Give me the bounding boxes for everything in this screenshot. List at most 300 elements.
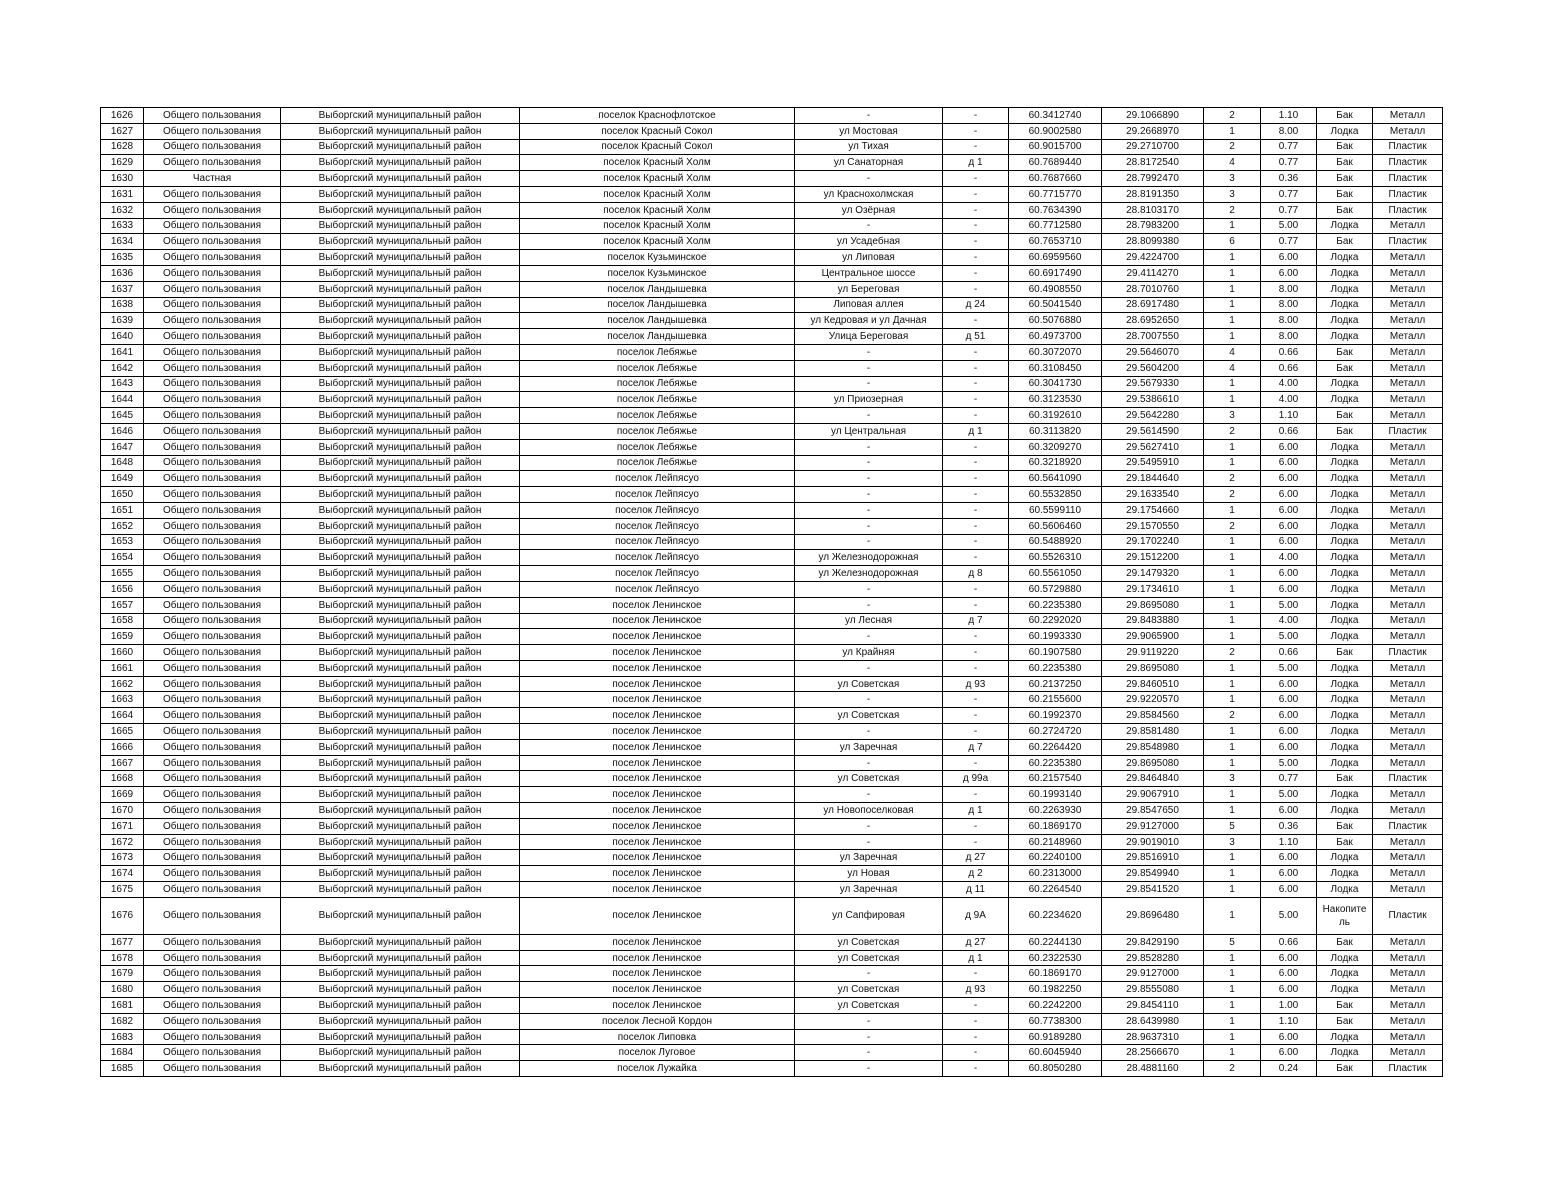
cell-volume: 6.00 xyxy=(1261,502,1317,518)
cell-house: д 27 xyxy=(943,850,1009,866)
cell-district: Выборгский муниципальный район xyxy=(281,1061,520,1077)
cell-volume: 6.00 xyxy=(1261,724,1317,740)
cell-district: Выборгский муниципальный район xyxy=(281,771,520,787)
cell-latitude: 60.7634390 xyxy=(1009,202,1102,218)
cell-row-number: 1635 xyxy=(101,250,144,266)
table-row xyxy=(101,645,1443,661)
cell-container-count: 1 xyxy=(1204,966,1261,982)
cell-container-count: 1 xyxy=(1204,439,1261,455)
cell-material: Металл xyxy=(1373,471,1443,487)
cell-container-count: 4 xyxy=(1204,360,1261,376)
cell-row-number: 1685 xyxy=(101,1061,144,1077)
cell-ownership-type: Общего пользования xyxy=(144,297,281,313)
cell-ownership-type: Общего пользования xyxy=(144,123,281,139)
cell-settlement: поселок Ленинское xyxy=(520,597,795,613)
cell-house: д 1 xyxy=(943,423,1009,439)
cell-house: д 7 xyxy=(943,613,1009,629)
cell-row-number: 1669 xyxy=(101,787,144,803)
cell-house: д 1 xyxy=(943,155,1009,171)
cell-container-count: 1 xyxy=(1204,676,1261,692)
cell-ownership-type: Общего пользования xyxy=(144,950,281,966)
cell-ownership-type: Общего пользования xyxy=(144,724,281,740)
cell-row-number: 1664 xyxy=(101,708,144,724)
cell-container-count: 4 xyxy=(1204,155,1261,171)
cell-container-count: 1 xyxy=(1204,313,1261,329)
cell-row-number: 1630 xyxy=(101,171,144,187)
cell-container-type: Лодка xyxy=(1317,265,1373,281)
cell-material: Металл xyxy=(1373,966,1443,982)
table-row xyxy=(101,613,1443,629)
cell-house: - xyxy=(943,408,1009,424)
table-row xyxy=(101,966,1443,982)
cell-material: Металл xyxy=(1373,534,1443,550)
cell-settlement: поселок Ленинское xyxy=(520,613,795,629)
cell-street: ул Новая xyxy=(795,866,943,882)
cell-material: Металл xyxy=(1373,982,1443,998)
cell-street: - xyxy=(795,360,943,376)
cell-container-type: Бак xyxy=(1317,202,1373,218)
cell-volume: 6.00 xyxy=(1261,708,1317,724)
cell-volume: 6.00 xyxy=(1261,265,1317,281)
cell-container-count: 3 xyxy=(1204,186,1261,202)
cell-row-number: 1674 xyxy=(101,866,144,882)
cell-latitude: 60.9189280 xyxy=(1009,1029,1102,1045)
cell-settlement: поселок Ленинское xyxy=(520,803,795,819)
cell-settlement: поселок Лейпясуо xyxy=(520,566,795,582)
cell-settlement: поселок Ленинское xyxy=(520,629,795,645)
cell-latitude: 60.2264540 xyxy=(1009,882,1102,898)
cell-settlement: поселок Лейпясуо xyxy=(520,471,795,487)
cell-latitude: 60.5599110 xyxy=(1009,502,1102,518)
cell-house: - xyxy=(943,1013,1009,1029)
cell-house: - xyxy=(943,966,1009,982)
cell-material: Пластик xyxy=(1373,645,1443,661)
cell-container-count: 2 xyxy=(1204,518,1261,534)
cell-container-count: 4 xyxy=(1204,344,1261,360)
cell-house: д 93 xyxy=(943,982,1009,998)
cell-street: ул Советская xyxy=(795,950,943,966)
cell-container-count: 2 xyxy=(1204,108,1261,124)
cell-volume: 6.00 xyxy=(1261,803,1317,819)
cell-container-type: Бак xyxy=(1317,108,1373,124)
cell-ownership-type: Общего пользования xyxy=(144,581,281,597)
cell-row-number: 1628 xyxy=(101,139,144,155)
cell-container-count: 1 xyxy=(1204,724,1261,740)
cell-district: Выборгский муниципальный район xyxy=(281,1013,520,1029)
cell-latitude: 60.2235380 xyxy=(1009,597,1102,613)
table-row xyxy=(101,834,1443,850)
cell-district: Выборгский муниципальный район xyxy=(281,360,520,376)
cell-row-number: 1679 xyxy=(101,966,144,982)
cell-district: Выборгский муниципальный район xyxy=(281,566,520,582)
cell-ownership-type: Общего пользования xyxy=(144,692,281,708)
cell-street: - xyxy=(795,1045,943,1061)
cell-container-type: Лодка xyxy=(1317,597,1373,613)
cell-house: - xyxy=(943,392,1009,408)
cell-street: ул Советская xyxy=(795,708,943,724)
cell-row-number: 1629 xyxy=(101,155,144,171)
cell-longitude: 29.1734610 xyxy=(1102,581,1204,597)
cell-settlement: поселок Луговое xyxy=(520,1045,795,1061)
cell-latitude: 60.1869170 xyxy=(1009,818,1102,834)
cell-material: Металл xyxy=(1373,597,1443,613)
cell-material: Металл xyxy=(1373,1013,1443,1029)
cell-volume: 0.66 xyxy=(1261,360,1317,376)
cell-container-count: 2 xyxy=(1204,202,1261,218)
cell-material: Металл xyxy=(1373,613,1443,629)
cell-street: ул Советская xyxy=(795,934,943,950)
cell-material: Металл xyxy=(1373,392,1443,408)
table-row xyxy=(101,281,1443,297)
cell-material: Пластик xyxy=(1373,818,1443,834)
cell-settlement: поселок Лебяжье xyxy=(520,392,795,408)
table-row xyxy=(101,629,1443,645)
cell-longitude: 28.7007550 xyxy=(1102,329,1204,345)
cell-street: - xyxy=(795,1013,943,1029)
cell-row-number: 1676 xyxy=(101,897,144,934)
cell-district: Выборгский муниципальный район xyxy=(281,1045,520,1061)
cell-material: Металл xyxy=(1373,724,1443,740)
cell-container-type: Бак xyxy=(1317,234,1373,250)
cell-house: д 7 xyxy=(943,739,1009,755)
cell-house: д 93 xyxy=(943,676,1009,692)
cell-district: Выборгский муниципальный район xyxy=(281,202,520,218)
cell-longitude: 29.1702240 xyxy=(1102,534,1204,550)
cell-material: Металл xyxy=(1373,408,1443,424)
cell-latitude: 60.1982250 xyxy=(1009,982,1102,998)
cell-district: Выборгский муниципальный район xyxy=(281,882,520,898)
cell-district: Выборгский муниципальный район xyxy=(281,834,520,850)
cell-row-number: 1661 xyxy=(101,660,144,676)
cell-longitude: 29.9220570 xyxy=(1102,692,1204,708)
cell-house: д 9А xyxy=(943,897,1009,934)
cell-container-type: Лодка xyxy=(1317,629,1373,645)
cell-volume: 5.00 xyxy=(1261,597,1317,613)
cell-settlement: поселок Кузьминское xyxy=(520,250,795,266)
cell-settlement: поселок Лесной Кордон xyxy=(520,1013,795,1029)
cell-house: - xyxy=(943,787,1009,803)
cell-settlement: поселок Ленинское xyxy=(520,739,795,755)
cell-volume: 5.00 xyxy=(1261,629,1317,645)
cell-volume: 4.00 xyxy=(1261,550,1317,566)
cell-container-type: Лодка xyxy=(1317,250,1373,266)
cell-latitude: 60.2724720 xyxy=(1009,724,1102,740)
cell-latitude: 60.2235380 xyxy=(1009,755,1102,771)
table-row xyxy=(101,297,1443,313)
cell-container-count: 1 xyxy=(1204,297,1261,313)
cell-street: ул Заречная xyxy=(795,850,943,866)
cell-street: ул Новопоселковая xyxy=(795,803,943,819)
cell-latitude: 60.1993330 xyxy=(1009,629,1102,645)
cell-street: - xyxy=(795,755,943,771)
cell-longitude: 29.4224700 xyxy=(1102,250,1204,266)
cell-district: Выборгский муниципальный район xyxy=(281,487,520,503)
cell-longitude: 29.1844640 xyxy=(1102,471,1204,487)
cell-container-type: Бак xyxy=(1317,771,1373,787)
cell-material: Металл xyxy=(1373,265,1443,281)
table-body xyxy=(101,108,1443,1077)
cell-material: Пластик xyxy=(1373,186,1443,202)
cell-volume: 6.00 xyxy=(1261,1029,1317,1045)
cell-longitude: 29.5495910 xyxy=(1102,455,1204,471)
cell-material: Металл xyxy=(1373,455,1443,471)
cell-container-count: 1 xyxy=(1204,1029,1261,1045)
cell-settlement: поселок Лейпясуо xyxy=(520,518,795,534)
cell-ownership-type: Общего пользования xyxy=(144,313,281,329)
cell-container-count: 1 xyxy=(1204,692,1261,708)
cell-street: - xyxy=(795,487,943,503)
cell-settlement: поселок Ландышевка xyxy=(520,329,795,345)
cell-ownership-type: Общего пользования xyxy=(144,787,281,803)
cell-house: д 1 xyxy=(943,803,1009,819)
cell-house: - xyxy=(943,1029,1009,1045)
cell-container-type: Лодка xyxy=(1317,755,1373,771)
cell-container-type: Лодка xyxy=(1317,966,1373,982)
cell-volume: 4.00 xyxy=(1261,392,1317,408)
cell-latitude: 60.5606460 xyxy=(1009,518,1102,534)
cell-district: Выборгский муниципальный район xyxy=(281,218,520,234)
cell-ownership-type: Общего пользования xyxy=(144,645,281,661)
cell-container-count: 1 xyxy=(1204,1045,1261,1061)
cell-ownership-type: Общего пользования xyxy=(144,281,281,297)
cell-district: Выборгский муниципальный район xyxy=(281,297,520,313)
cell-street: - xyxy=(795,408,943,424)
cell-row-number: 1640 xyxy=(101,329,144,345)
cell-container-count: 2 xyxy=(1204,139,1261,155)
cell-settlement: поселок Ленинское xyxy=(520,866,795,882)
cell-container-count: 2 xyxy=(1204,645,1261,661)
cell-longitude: 28.8191350 xyxy=(1102,186,1204,202)
cell-row-number: 1660 xyxy=(101,645,144,661)
cell-row-number: 1647 xyxy=(101,439,144,455)
cell-ownership-type: Общего пользования xyxy=(144,834,281,850)
cell-longitude: 29.9127000 xyxy=(1102,818,1204,834)
cell-material: Металл xyxy=(1373,297,1443,313)
cell-settlement: поселок Ленинское xyxy=(520,818,795,834)
cell-longitude: 28.7992470 xyxy=(1102,171,1204,187)
table-row xyxy=(101,550,1443,566)
cell-volume: 5.00 xyxy=(1261,787,1317,803)
cell-ownership-type: Общего пользования xyxy=(144,982,281,998)
cell-street: - xyxy=(795,108,943,124)
cell-settlement: поселок Ландышевка xyxy=(520,313,795,329)
cell-container-type: Лодка xyxy=(1317,882,1373,898)
cell-ownership-type: Общего пользования xyxy=(144,534,281,550)
cell-longitude: 29.1479320 xyxy=(1102,566,1204,582)
cell-district: Выборгский муниципальный район xyxy=(281,423,520,439)
cell-longitude: 29.8541520 xyxy=(1102,882,1204,898)
cell-latitude: 60.2264420 xyxy=(1009,739,1102,755)
table-row xyxy=(101,139,1443,155)
cell-settlement: поселок Ленинское xyxy=(520,982,795,998)
cell-district: Выборгский муниципальный район xyxy=(281,1029,520,1045)
cell-house: - xyxy=(943,708,1009,724)
cell-settlement: поселок Ленинское xyxy=(520,708,795,724)
cell-ownership-type: Общего пользования xyxy=(144,423,281,439)
cell-row-number: 1665 xyxy=(101,724,144,740)
cell-material: Металл xyxy=(1373,376,1443,392)
cell-volume: 4.00 xyxy=(1261,376,1317,392)
cell-volume: 0.66 xyxy=(1261,344,1317,360)
table-row xyxy=(101,692,1443,708)
cell-volume: 0.36 xyxy=(1261,818,1317,834)
cell-row-number: 1634 xyxy=(101,234,144,250)
cell-ownership-type: Общего пользования xyxy=(144,1045,281,1061)
cell-latitude: 60.5488920 xyxy=(1009,534,1102,550)
cell-ownership-type: Общего пользования xyxy=(144,392,281,408)
table-row xyxy=(101,1013,1443,1029)
table-row xyxy=(101,660,1443,676)
cell-container-type: Лодка xyxy=(1317,1045,1373,1061)
cell-ownership-type: Общего пользования xyxy=(144,708,281,724)
cell-volume: 8.00 xyxy=(1261,281,1317,297)
cell-material: Металл xyxy=(1373,629,1443,645)
cell-container-count: 1 xyxy=(1204,613,1261,629)
cell-material: Пластик xyxy=(1373,423,1443,439)
cell-volume: 0.77 xyxy=(1261,186,1317,202)
cell-material: Пластик xyxy=(1373,171,1443,187)
cell-settlement: поселок Ленинское xyxy=(520,724,795,740)
cell-street: ул Озёрная xyxy=(795,202,943,218)
cell-volume: 0.66 xyxy=(1261,645,1317,661)
cell-house: - xyxy=(943,344,1009,360)
cell-house: д 1 xyxy=(943,950,1009,966)
cell-material: Пластик xyxy=(1373,234,1443,250)
cell-container-type: Бак xyxy=(1317,139,1373,155)
cell-material: Металл xyxy=(1373,934,1443,950)
cell-ownership-type: Общего пользования xyxy=(144,455,281,471)
cell-container-type: Лодка xyxy=(1317,1029,1373,1045)
cell-container-count: 6 xyxy=(1204,234,1261,250)
cell-material: Металл xyxy=(1373,998,1443,1014)
cell-district: Выборгский муниципальный район xyxy=(281,502,520,518)
cell-container-type: Лодка xyxy=(1317,281,1373,297)
cell-container-type: Лодка xyxy=(1317,218,1373,234)
cell-longitude: 29.8547650 xyxy=(1102,803,1204,819)
cell-ownership-type: Общего пользования xyxy=(144,502,281,518)
cell-container-type: Лодка xyxy=(1317,982,1373,998)
cell-longitude: 28.6439980 xyxy=(1102,1013,1204,1029)
cell-district: Выборгский муниципальный район xyxy=(281,645,520,661)
cell-district: Выборгский муниципальный район xyxy=(281,966,520,982)
cell-row-number: 1637 xyxy=(101,281,144,297)
cell-container-type: Бак xyxy=(1317,645,1373,661)
cell-house: д 27 xyxy=(943,934,1009,950)
cell-latitude: 60.1869170 xyxy=(1009,966,1102,982)
cell-longitude: 29.8696480 xyxy=(1102,897,1204,934)
cell-longitude: 29.2668970 xyxy=(1102,123,1204,139)
cell-container-count: 2 xyxy=(1204,487,1261,503)
cell-settlement: поселок Красный Холм xyxy=(520,155,795,171)
cell-container-count: 1 xyxy=(1204,502,1261,518)
cell-container-count: 3 xyxy=(1204,408,1261,424)
cell-material: Металл xyxy=(1373,581,1443,597)
cell-material: Металл xyxy=(1373,566,1443,582)
cell-ownership-type: Общего пользования xyxy=(144,265,281,281)
table-row xyxy=(101,408,1443,424)
cell-settlement: поселок Лейпясуо xyxy=(520,581,795,597)
cell-district: Выборгский муниципальный район xyxy=(281,518,520,534)
cell-ownership-type: Общего пользования xyxy=(144,360,281,376)
cell-material: Металл xyxy=(1373,360,1443,376)
cell-house: - xyxy=(943,455,1009,471)
cell-settlement: поселок Лебяжье xyxy=(520,423,795,439)
cell-latitude: 60.4973700 xyxy=(1009,329,1102,345)
cell-district: Выборгский муниципальный район xyxy=(281,392,520,408)
cell-district: Выборгский муниципальный район xyxy=(281,629,520,645)
cell-settlement: поселок Ленинское xyxy=(520,966,795,982)
cell-latitude: 60.2235380 xyxy=(1009,660,1102,676)
cell-district: Выборгский муниципальный район xyxy=(281,660,520,676)
cell-street: ул Санаторная xyxy=(795,155,943,171)
cell-container-type: Лодка xyxy=(1317,455,1373,471)
cell-settlement: поселок Краснофлотское xyxy=(520,108,795,124)
cell-district: Выборгский муниципальный район xyxy=(281,534,520,550)
cell-ownership-type: Общего пользования xyxy=(144,439,281,455)
cell-longitude: 28.8103170 xyxy=(1102,202,1204,218)
cell-district: Выборгский муниципальный район xyxy=(281,234,520,250)
cell-ownership-type: Общего пользования xyxy=(144,771,281,787)
cell-settlement: поселок Ландышевка xyxy=(520,281,795,297)
cell-material: Металл xyxy=(1373,676,1443,692)
cell-row-number: 1653 xyxy=(101,534,144,550)
cell-material: Пластик xyxy=(1373,897,1443,934)
cell-house: д 2 xyxy=(943,866,1009,882)
cell-latitude: 60.2155600 xyxy=(1009,692,1102,708)
cell-house: д 11 xyxy=(943,882,1009,898)
cell-settlement: поселок Ленинское xyxy=(520,897,795,934)
cell-longitude: 29.8695080 xyxy=(1102,755,1204,771)
cell-row-number: 1673 xyxy=(101,850,144,866)
cell-volume: 1.10 xyxy=(1261,108,1317,124)
cell-latitude: 60.8050280 xyxy=(1009,1061,1102,1077)
cell-longitude: 29.9127000 xyxy=(1102,966,1204,982)
cell-ownership-type: Общего пользования xyxy=(144,1029,281,1045)
cell-latitude: 60.3072070 xyxy=(1009,344,1102,360)
cell-latitude: 60.3108450 xyxy=(1009,360,1102,376)
cell-ownership-type: Общего пользования xyxy=(144,376,281,392)
table-row xyxy=(101,171,1443,187)
cell-row-number: 1648 xyxy=(101,455,144,471)
cell-street: - xyxy=(795,502,943,518)
cell-material: Металл xyxy=(1373,660,1443,676)
table-row xyxy=(101,755,1443,771)
table-row xyxy=(101,265,1443,281)
cell-house: - xyxy=(943,265,1009,281)
cell-longitude: 29.5604200 xyxy=(1102,360,1204,376)
cell-ownership-type: Общего пользования xyxy=(144,818,281,834)
cell-district: Выборгский муниципальный район xyxy=(281,982,520,998)
cell-street: - xyxy=(795,439,943,455)
cell-container-count: 1 xyxy=(1204,850,1261,866)
cell-container-type: Лодка xyxy=(1317,787,1373,803)
cell-settlement: поселок Ленинское xyxy=(520,850,795,866)
cell-ownership-type: Общего пользования xyxy=(144,739,281,755)
cell-longitude: 28.6952650 xyxy=(1102,313,1204,329)
cell-volume: 6.00 xyxy=(1261,471,1317,487)
cell-longitude: 29.8549940 xyxy=(1102,866,1204,882)
cell-ownership-type: Общего пользования xyxy=(144,597,281,613)
cell-settlement: поселок Лебяжье xyxy=(520,376,795,392)
cell-latitude: 60.7715770 xyxy=(1009,186,1102,202)
cell-row-number: 1638 xyxy=(101,297,144,313)
table-row xyxy=(101,581,1443,597)
cell-latitude: 60.1992370 xyxy=(1009,708,1102,724)
cell-volume: 8.00 xyxy=(1261,313,1317,329)
cell-street: - xyxy=(795,1061,943,1077)
cell-container-count: 1 xyxy=(1204,1013,1261,1029)
cell-longitude: 29.8516910 xyxy=(1102,850,1204,866)
